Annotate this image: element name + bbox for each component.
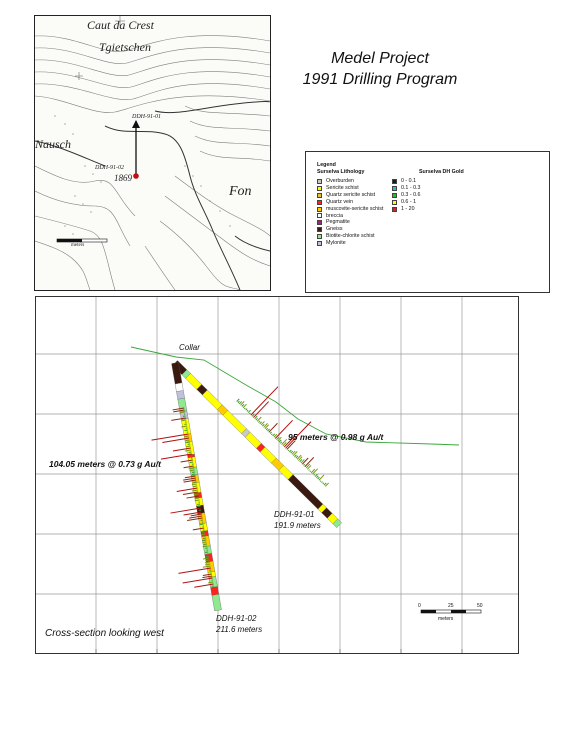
assay-bar — [269, 423, 278, 432]
assay-bar — [179, 568, 211, 573]
assay-bar — [288, 450, 289, 451]
assay-bar — [314, 474, 315, 475]
legend-gold-title: Surselva DH Gold — [419, 169, 464, 175]
topo-contours — [35, 16, 270, 290]
gold-legend-item — [392, 178, 420, 185]
gold-swatch — [392, 207, 397, 212]
lithology-legend-label: Biotite-chlorite schist — [326, 233, 375, 240]
lithology-swatch — [317, 200, 322, 205]
section-scale-bar — [421, 610, 481, 613]
title-line-1: Medel Project — [331, 50, 429, 67]
north-arrow-icon — [132, 120, 140, 128]
project-title — [285, 48, 475, 90]
assay-bar — [324, 483, 326, 485]
assay-bar — [203, 544, 206, 545]
gold-swatch — [392, 186, 397, 191]
lithology-swatch — [317, 227, 322, 232]
assay-bar — [296, 456, 298, 458]
assay-bar — [202, 542, 206, 543]
map-label-nausch: Nausch — [35, 137, 71, 151]
assay-bar — [247, 410, 248, 411]
map-scale-bar — [57, 239, 107, 242]
assay-bar — [309, 470, 310, 471]
gold-legend-label: 0.6 - 1 — [401, 198, 417, 205]
lithology-legend-label: Gneiss — [326, 226, 343, 233]
lithology-swatch — [317, 179, 322, 184]
assay-bar — [238, 401, 240, 403]
gold-list — [392, 178, 420, 213]
assay-bar — [291, 451, 293, 453]
scale-tick-25: 25 — [448, 603, 454, 609]
lithology-swatch — [317, 234, 322, 239]
assay-bar — [279, 440, 281, 442]
lithology-swatch — [317, 193, 322, 198]
gold-legend-item — [392, 206, 420, 213]
assay-bar — [200, 524, 204, 525]
lithology-legend-item — [317, 178, 383, 185]
lithology-legend-item — [317, 226, 383, 233]
lithology-legend-item — [317, 185, 383, 192]
title-line-2: 1991 Drilling Program — [302, 71, 458, 88]
assay-bar — [320, 481, 321, 482]
lithology-swatch — [317, 213, 322, 218]
gold-legend-item — [392, 192, 420, 199]
gold-legend-label: 0.3 - 0.6 — [401, 191, 421, 198]
lithology-legend-item — [317, 213, 383, 220]
assay-bar — [273, 434, 275, 436]
gold-legend-label: 0.1 - 0.3 — [401, 184, 421, 191]
assay-bar — [316, 476, 318, 478]
lithology-legend-item — [317, 219, 383, 226]
assay-bar — [202, 540, 206, 541]
lithology-legend-item — [317, 206, 383, 213]
assay-bar — [310, 471, 311, 472]
map-label-elevation: 1869 — [114, 173, 132, 183]
lithology-legend-label: Mylonite — [326, 240, 346, 247]
gold-swatch — [392, 193, 397, 198]
assay-bar — [244, 408, 245, 409]
map-label-ddh-91-01: DDH-91-01 — [132, 114, 161, 120]
lithology-legend-item — [317, 192, 383, 199]
collar-label: Collar — [179, 343, 200, 352]
assay-bar — [304, 464, 305, 465]
assay-bar — [289, 450, 291, 452]
assay-bar — [190, 462, 194, 463]
section-grid — [36, 297, 518, 653]
assay-bar — [271, 434, 272, 435]
assay-bar — [300, 459, 302, 461]
assay-bar — [318, 477, 320, 479]
assay-bar — [205, 552, 208, 553]
lithology-swatch — [317, 241, 322, 246]
gold-legend-label: 1 - 20 — [401, 205, 415, 212]
assay-bar — [252, 414, 254, 416]
scale-tick-0: 0 — [418, 603, 421, 609]
assay-bar — [259, 421, 260, 423]
cross-section-drawing — [36, 297, 518, 653]
lithology-legend-label: Sericite schist — [326, 184, 359, 191]
map-label-fon: Fon — [229, 184, 252, 199]
assay-bar — [257, 417, 261, 421]
hole-2-depth: 211.6 meters — [216, 625, 263, 634]
lithology-legend-label: breccia — [326, 212, 344, 219]
assay-bar — [186, 442, 190, 443]
assay-bar — [277, 437, 279, 440]
assay-bar — [315, 474, 317, 476]
assay-bar — [248, 410, 250, 412]
topographic-map — [34, 15, 271, 291]
drill-collar-icon — [133, 173, 139, 179]
map-scale-unit: meters — [71, 243, 85, 248]
gold-legend-item — [392, 199, 420, 206]
lithology-interval — [212, 594, 222, 611]
assay-bar — [246, 409, 248, 411]
lithology-legend-label: Quartz vein — [326, 198, 354, 205]
assay-bar — [270, 432, 271, 434]
assay-bar — [295, 455, 297, 457]
assay-bar — [262, 424, 264, 426]
lithology-legend-label: Pegmatite — [326, 219, 350, 226]
gold-swatch — [392, 179, 397, 184]
lithology-legend-item — [317, 233, 383, 240]
lithology-legend-label: Quartz sericite schist — [326, 191, 376, 198]
assay-bar — [192, 474, 196, 475]
map-label-tgietschen: Tgietschen — [99, 40, 151, 54]
assay-bar — [266, 428, 268, 430]
cross-section — [35, 296, 519, 654]
assay-bar — [161, 454, 192, 459]
map-label-caut-da-crest: Caut da Crest — [87, 18, 154, 32]
legend-lithology-title: Surselva Lithology — [317, 169, 365, 175]
assay-bar — [193, 482, 196, 483]
lithology-legend-item — [317, 199, 383, 206]
lithology-legend-label: Overburden — [326, 178, 354, 184]
lithology-interval — [288, 475, 323, 510]
assay-bar — [323, 483, 324, 484]
hole-1-name: DDH-91-01 — [274, 510, 315, 519]
assay-bar — [201, 534, 205, 535]
assay-bar — [183, 578, 213, 583]
assay-bar — [239, 402, 241, 405]
frame-ticks — [96, 649, 462, 653]
assay-bar — [186, 446, 190, 447]
assay-bar — [184, 430, 187, 431]
assay-bar — [268, 429, 270, 431]
lithology-swatch — [317, 220, 322, 225]
scale-unit: meters — [438, 616, 454, 622]
gold-legend-item — [392, 185, 420, 192]
assay-bar — [205, 560, 209, 561]
assay-bar — [260, 422, 262, 424]
hole-1-depth: 191.9 meters — [274, 521, 321, 530]
assay-bar — [242, 404, 244, 406]
lithology-list — [317, 178, 383, 247]
legend — [305, 151, 550, 293]
assay-bar — [185, 440, 189, 441]
lithology-interval — [202, 536, 211, 548]
gold-swatch — [392, 200, 397, 205]
lithology-interval — [202, 390, 222, 410]
lithology-legend-label: muscovite-sericite schist — [326, 205, 384, 212]
assay-bar — [280, 442, 282, 444]
section-caption: Cross-section looking west — [45, 628, 164, 639]
intercept-label-hole-1: 95 meters @ 0.98 g Au/t — [288, 432, 384, 442]
map-label-ddh-91-02: DDH-91-02 — [95, 165, 124, 171]
intercept-label-hole-2: 104.05 meters @ 0.73 g Au/t — [49, 459, 161, 469]
scale-tick-50: 50 — [477, 603, 483, 609]
assay-bar — [256, 418, 258, 420]
hole-2-name: DDH-91-02 — [216, 614, 257, 623]
lithology-swatch — [317, 186, 322, 191]
gold-legend-label: 0 - 0.1 — [401, 178, 417, 184]
assay-bar — [250, 413, 251, 414]
lithology-swatch — [317, 207, 322, 212]
lithology-legend-item — [317, 240, 383, 247]
assay-bar — [322, 482, 323, 483]
legend-heading: Legend — [317, 162, 336, 168]
assay-bar — [170, 508, 200, 513]
